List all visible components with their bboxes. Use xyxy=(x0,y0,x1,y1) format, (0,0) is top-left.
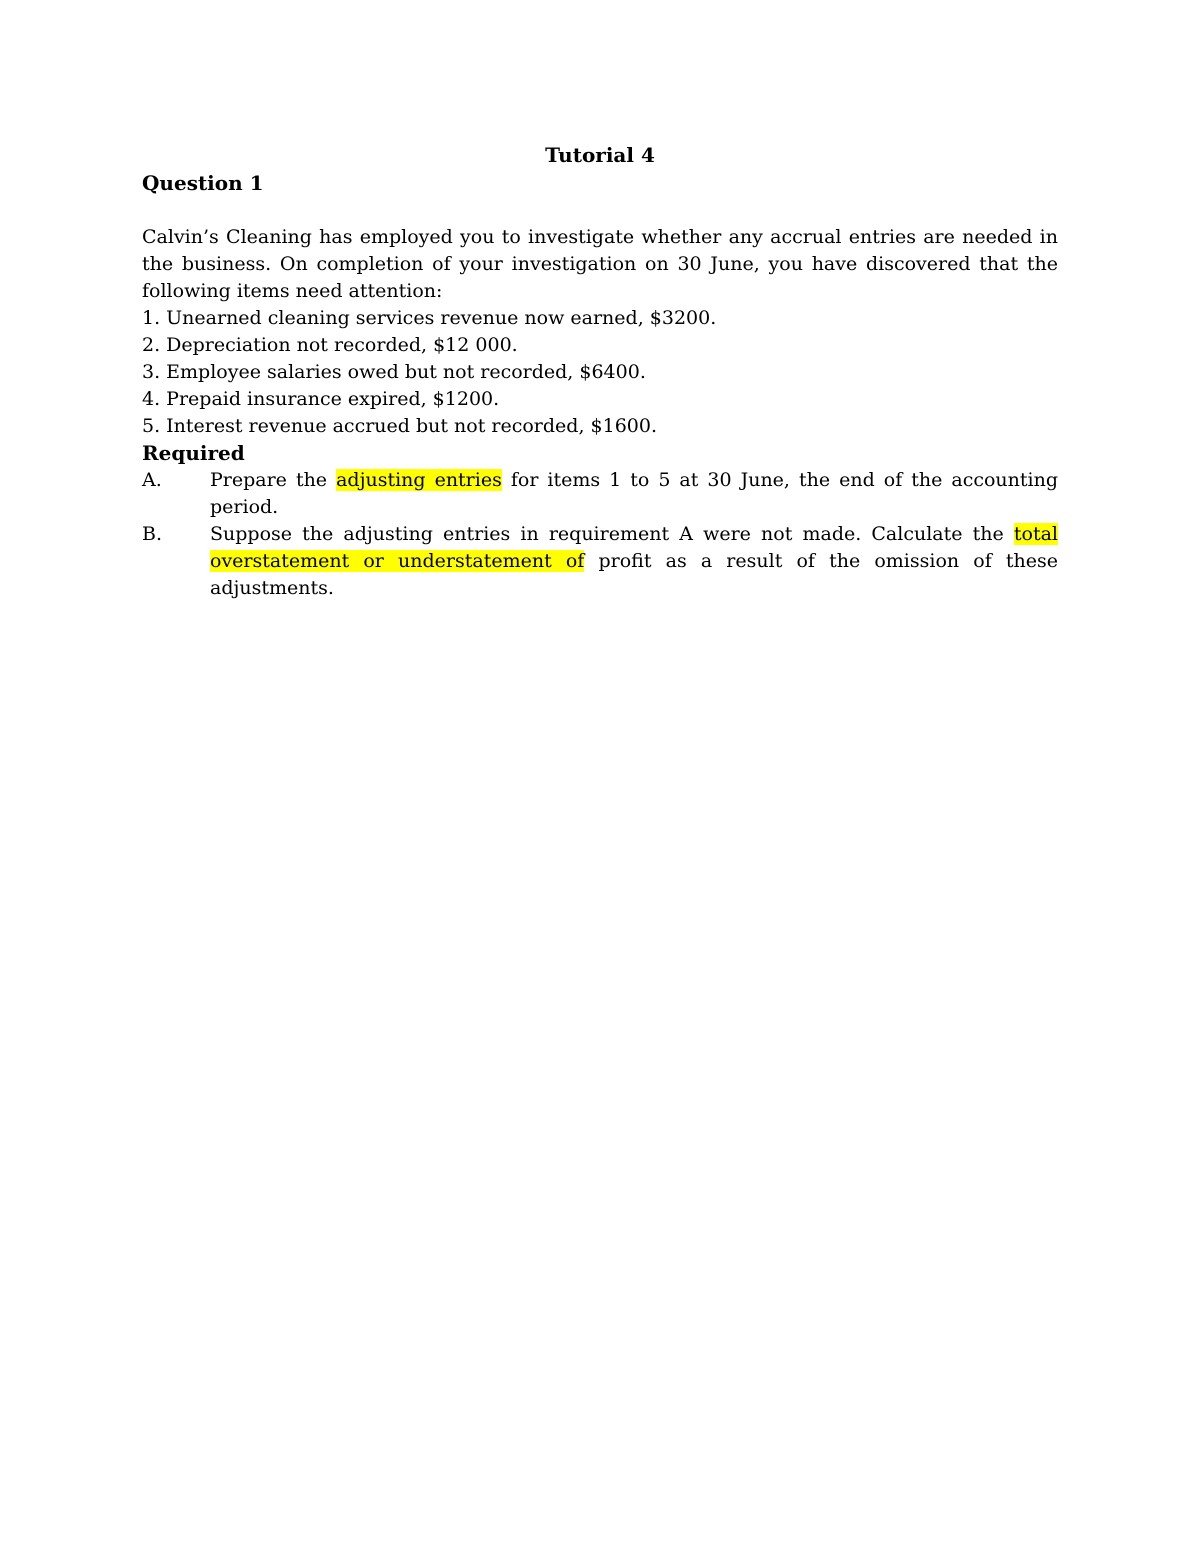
requirement-a-highlight: adjusting entries xyxy=(336,469,502,491)
requirement-a-text-end: for items 1 to 5 at 30 June, the end of the accounting period. xyxy=(210,469,1058,518)
requirement-a-text xyxy=(210,467,1058,521)
intro-paragraph: Calvin’s Cleaning has employed you to investigate whether any accrual entries are needed in the business. On completion of your investigation on 30 June, you have discovered that the following items need attention: xyxy=(142,226,1058,302)
list-item: 1. Unearned cleaning services revenue now earned, $3200. xyxy=(142,307,717,329)
requirement-b-text-end: profit as a result of the omission of these adjustments. xyxy=(210,550,1058,599)
attention-items-list xyxy=(142,305,1058,440)
list-item: 4. Prepaid insurance expired, $1200. xyxy=(142,388,500,410)
list-item: 2. Depreciation not recorded, $12 000. xyxy=(142,334,518,356)
requirement-b-text xyxy=(210,521,1058,602)
requirement-b-highlight: total overstatement or understatement of xyxy=(210,523,1058,572)
requirement-a-letter: A. xyxy=(142,469,162,491)
list-item: 3. Employee salaries owed but not recorded, $6400. xyxy=(142,361,646,383)
requirement-b xyxy=(142,521,1058,602)
paragraph-spacer xyxy=(142,197,1058,224)
list-item: 5. Interest revenue accrued but not recorded, $1600. xyxy=(142,415,658,437)
requirement-a xyxy=(142,467,1058,521)
required-heading: Required xyxy=(142,441,245,465)
question-heading: Question 1 xyxy=(142,171,264,195)
document-body xyxy=(142,140,1058,602)
requirement-b-letter: B. xyxy=(142,523,163,545)
requirement-a-text-start: Prepare the xyxy=(210,469,337,491)
page-title: Tutorial 4 xyxy=(545,143,655,167)
requirement-b-text-start: Suppose the adjusting entries in requirement A were not made. Calculate the xyxy=(210,523,1014,545)
